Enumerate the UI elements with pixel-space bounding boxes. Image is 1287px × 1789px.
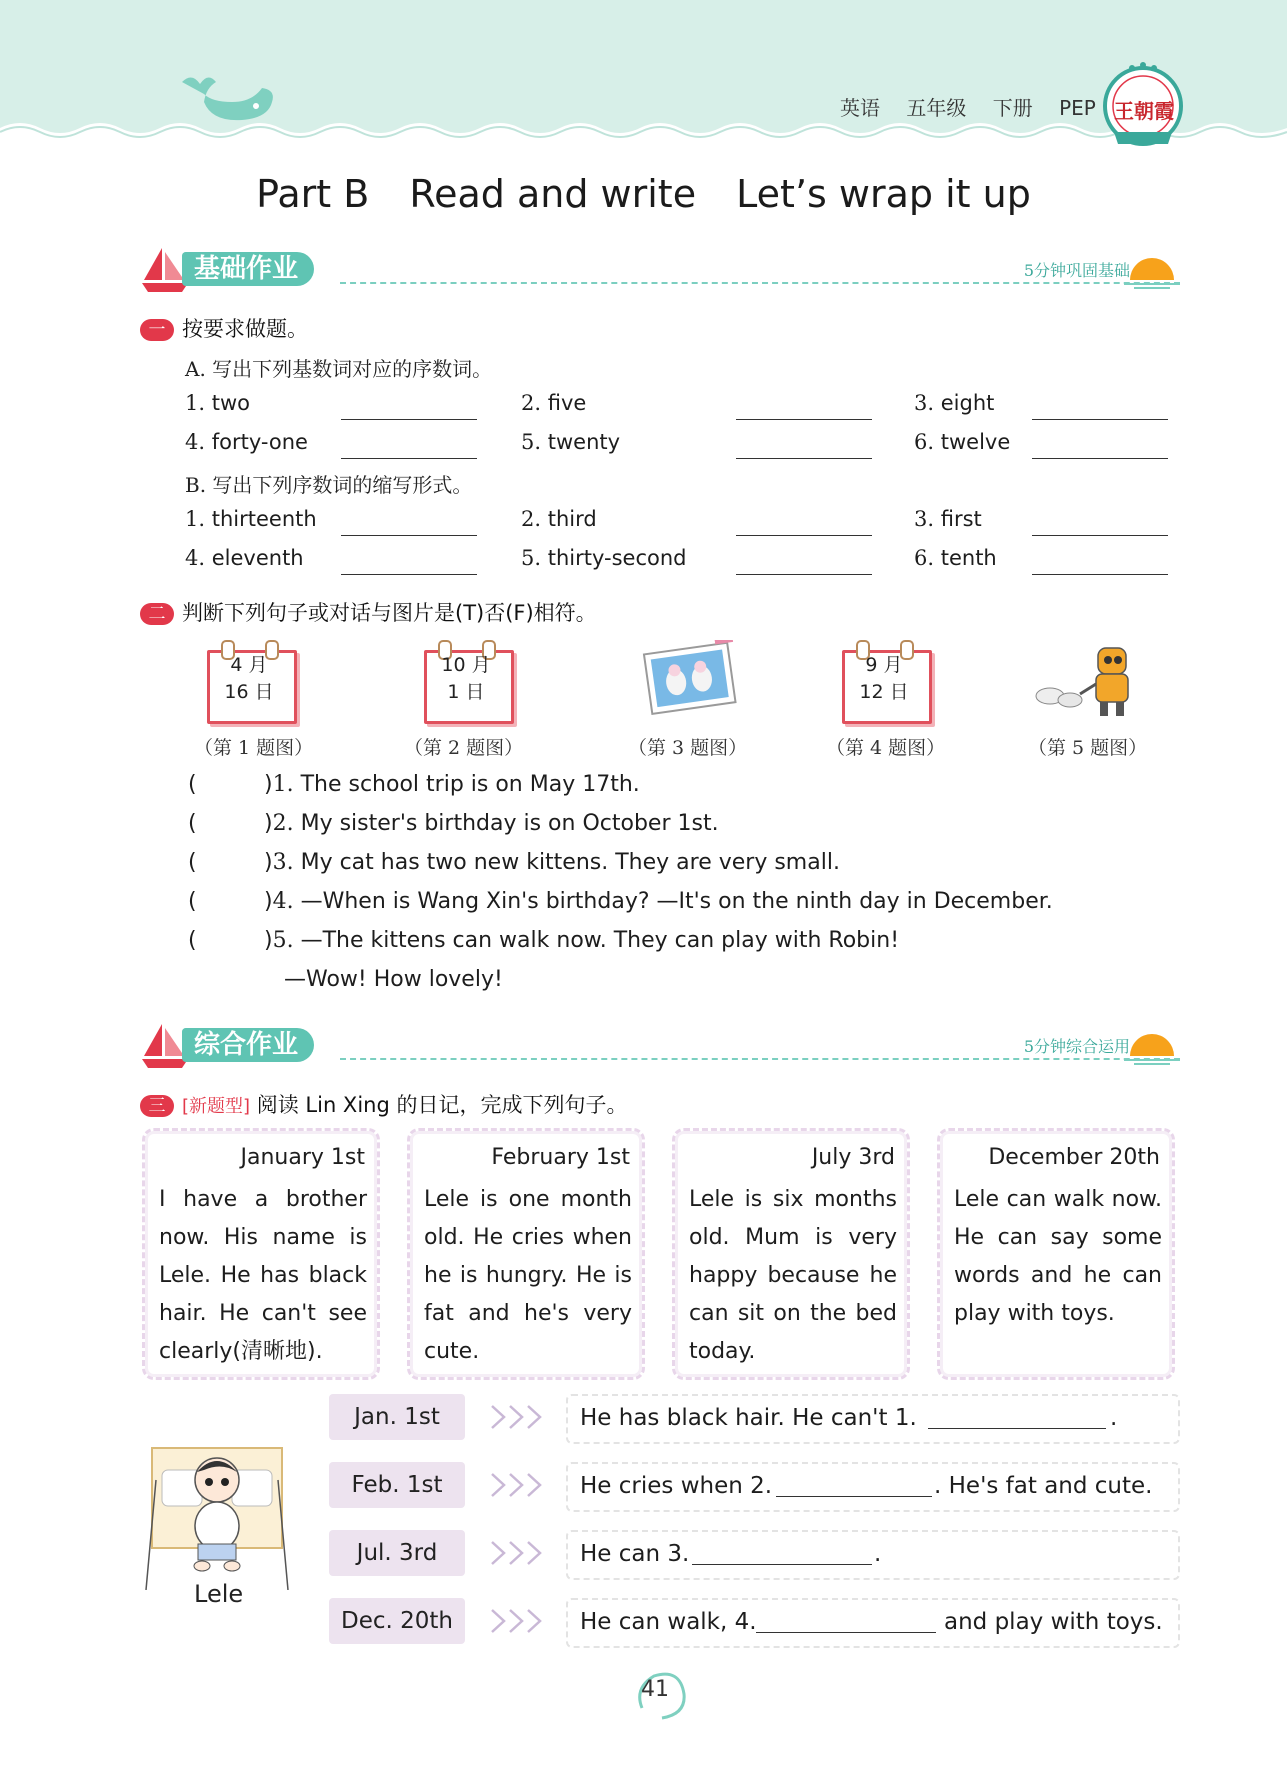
answer-blank[interactable]: [341, 535, 477, 536]
row-date-label-1: Jan. 1st: [329, 1394, 465, 1440]
kittens-photo-icon: [642, 640, 742, 720]
baby-lele-illustration: [142, 1440, 292, 1590]
sunset-icon: [1124, 254, 1180, 290]
diary-card-3: [672, 1128, 910, 1380]
diary-body: Lele is six months old. Mum is very happy because he can sit on the bed today.: [689, 1187, 897, 1364]
q1-partA-instruction: A. 写出下列基数词对应的序数词。: [185, 357, 493, 381]
section-basic-bar: [140, 246, 1180, 296]
q3-heading: [140, 1089, 627, 1119]
answer-row-tail: .: [874, 1541, 882, 1567]
answer-blank[interactable]: [1032, 574, 1168, 575]
section-comprehensive-note: 5分钟综合运用: [1023, 1037, 1130, 1056]
section-divider: [340, 282, 1180, 284]
answer-blank[interactable]: [736, 574, 872, 575]
section-basic-note: 5分钟巩固基础: [1023, 261, 1130, 280]
q1-badge: 一: [140, 319, 174, 341]
calendar-day: 12 日: [859, 681, 909, 703]
judge-item-4: ( )4. —When is Wang Xin's birthday? —It's on the ninth day in December.: [188, 889, 1053, 914]
grade-label: 五年级: [906, 96, 967, 120]
answer-row-tail: and play with toys.: [944, 1609, 1163, 1635]
q1b-item-1: 1. thirteenth: [185, 507, 317, 531]
title-section1: Read and write: [409, 172, 697, 216]
q1a-item-5: 5. twenty: [521, 430, 621, 454]
answer-row-text: He can walk, 4.: [580, 1609, 757, 1635]
diary-card-4: [937, 1128, 1175, 1380]
q1b-item-4: 4. eleventh: [185, 546, 304, 570]
triple-chevron-icon: [490, 1470, 546, 1500]
answer-blank[interactable]: [736, 535, 872, 536]
q2-heading: [140, 597, 597, 627]
page-number: 41: [641, 1677, 669, 1702]
q1a-item-4: 4. forty-one: [185, 430, 308, 454]
figure-caption-2: （第 2 题图）: [404, 737, 524, 759]
answer-row-text: He can 3.: [580, 1541, 690, 1567]
q2-badge: 二: [140, 603, 174, 625]
answer-blank[interactable]: [692, 1564, 872, 1565]
judge-item-1: ( )1. The school trip is on May 17th.: [188, 772, 640, 797]
row-date-label-4: Dec. 20th: [329, 1598, 465, 1644]
diary-date: January 1st: [240, 1145, 365, 1170]
q1b-item-3: 3. first: [914, 507, 982, 531]
diary-body: Lele can walk now. He can say some words and he can play with toys.: [954, 1187, 1162, 1326]
answer-paren[interactable]: (: [188, 928, 197, 953]
diary-card-1: [142, 1128, 380, 1380]
figure-caption-5: （第 5 题图）: [1028, 737, 1148, 759]
answer-blank[interactable]: [1032, 458, 1168, 459]
answer-blank[interactable]: [341, 458, 477, 459]
answer-blank[interactable]: [341, 574, 477, 575]
triple-chevron-icon: [490, 1402, 546, 1432]
judge-item-2: ( )2. My sister's birthday is on October 1st.: [188, 811, 719, 836]
answer-row-2: [566, 1462, 1180, 1512]
answer-row-tail: .: [1110, 1405, 1118, 1431]
header-info: [840, 92, 1116, 121]
answer-blank[interactable]: [756, 1632, 936, 1633]
calendar-month: 10 月: [441, 654, 491, 676]
calendar-day: 1 日: [447, 681, 485, 703]
answer-blank[interactable]: [1032, 535, 1168, 536]
section-basic-label: 基础作业: [182, 252, 314, 286]
answer-paren[interactable]: (: [188, 889, 197, 914]
figure-caption-4: （第 4 题图）: [826, 737, 946, 759]
q1-title: 按要求做题。: [182, 317, 308, 341]
page-title: [0, 172, 1287, 216]
diary-date: December 20th: [988, 1145, 1160, 1170]
calendar-figure-4: [842, 640, 928, 720]
q1-heading: [140, 313, 308, 343]
answer-row-tail: . He's fat and cute.: [934, 1473, 1153, 1499]
edition-label: PEP: [1059, 96, 1096, 120]
figure-caption-3: （第 3 题图）: [628, 737, 748, 759]
row-date-label-2: Feb. 1st: [329, 1462, 465, 1508]
subject-label: 英语: [840, 96, 880, 120]
q1b-item-2: 2. third: [521, 507, 597, 531]
answer-paren[interactable]: (: [188, 850, 197, 875]
diary-body: Lele is one month old. He cries when he is hungry. He is fat and he's very cute.: [424, 1187, 632, 1364]
answer-row-3: [566, 1530, 1180, 1580]
calendar-figure-1: [207, 640, 293, 720]
answer-paren[interactable]: (: [188, 772, 197, 797]
triple-chevron-icon: [490, 1606, 546, 1636]
diary-card-2: [407, 1128, 645, 1380]
section-divider: [340, 1058, 1180, 1060]
judge-item-5: ( )5. —The kittens can walk now. They can play with Robin!: [188, 928, 900, 953]
diary-date: February 1st: [491, 1145, 630, 1170]
q1-partB-instruction: B. 写出下列序数词的缩写形式。: [185, 473, 473, 497]
judge-item-3: ( )3. My cat has two new kittens. They are very small.: [188, 850, 840, 875]
answer-row-text: He cries when 2.: [580, 1473, 773, 1499]
answer-blank[interactable]: [736, 458, 872, 459]
section-comprehensive-bar: [140, 1022, 1180, 1072]
diary-body: I have a brother now. His name is Lele. He has black hair. He can't see clearly(清晰地).: [159, 1187, 367, 1364]
q3-badge: 三: [140, 1095, 174, 1117]
sunset-icon: [1124, 1030, 1180, 1066]
triple-chevron-icon: [490, 1538, 546, 1568]
calendar-figure-2: [424, 640, 510, 720]
new-type-tag: [新题型]: [182, 1096, 251, 1117]
answer-blank[interactable]: [341, 419, 477, 420]
q1a-item-6: 6. twelve: [914, 430, 1011, 454]
calendar-day: 16 日: [224, 681, 274, 703]
q1a-item-2: 2. five: [521, 391, 587, 415]
answer-blank[interactable]: [736, 419, 872, 420]
volume-label: 下册: [992, 96, 1033, 120]
q1a-item-3: 3. eight: [914, 391, 995, 415]
calendar-month: 9 月: [865, 654, 903, 676]
logo-text: 王朝霞: [1114, 99, 1174, 123]
answer-row-text: He has black hair. He can't 1.: [580, 1405, 917, 1431]
judge-item-5-reply: —Wow! How lovely!: [284, 967, 503, 992]
title-part: Part B: [256, 172, 370, 216]
diary-date: July 3rd: [811, 1145, 895, 1170]
q1a-item-1: 1. two: [185, 391, 250, 415]
baby-name-label: Lele: [194, 1580, 244, 1608]
answer-blank[interactable]: [1032, 419, 1168, 420]
calendar-month: 4 月: [230, 654, 268, 676]
q3-title: 阅读 Lin Xing 的日记，完成下列句子。: [256, 1093, 628, 1117]
answer-blank[interactable]: [776, 1496, 932, 1497]
figure-caption-1: （第 1 题图）: [194, 737, 314, 759]
answer-row-4: [566, 1598, 1180, 1648]
answer-row-1: [566, 1394, 1180, 1444]
robot-kittens-icon: [1030, 640, 1140, 722]
q1b-item-6: 6. tenth: [914, 546, 997, 570]
answer-paren[interactable]: (: [188, 811, 197, 836]
whale-icon: [172, 72, 282, 132]
q1b-item-5: 5. thirty-second: [521, 546, 687, 570]
title-section2: Let’s wrap it up: [736, 172, 1031, 216]
answer-blank[interactable]: [928, 1428, 1106, 1429]
section-comprehensive-label: 综合作业: [182, 1028, 314, 1062]
q2-title: 判断下列句子或对话与图片是(T)否(F)相符。: [182, 601, 597, 625]
row-date-label-3: Jul. 3rd: [329, 1530, 465, 1576]
